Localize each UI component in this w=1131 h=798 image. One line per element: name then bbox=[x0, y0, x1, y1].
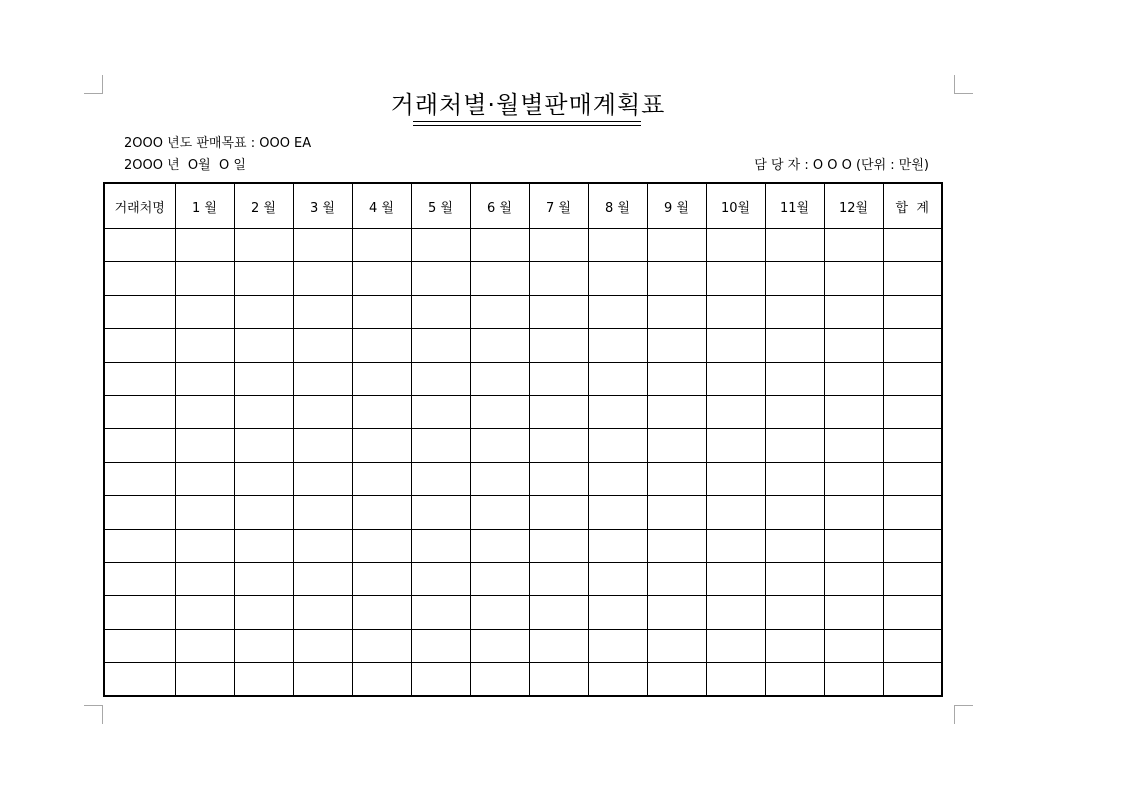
title-double-underline bbox=[413, 121, 641, 126]
month-value-cell[interactable] bbox=[352, 629, 411, 662]
month-value-cell[interactable] bbox=[706, 462, 765, 495]
month-value-cell[interactable] bbox=[588, 663, 647, 697]
month-value-cell[interactable] bbox=[234, 562, 293, 595]
month-value-cell[interactable] bbox=[588, 262, 647, 295]
month-value-cell[interactable] bbox=[411, 596, 470, 629]
table-row bbox=[104, 663, 942, 697]
month-value-cell[interactable] bbox=[647, 562, 706, 595]
month-value-cell[interactable] bbox=[234, 529, 293, 562]
month-value-cell[interactable] bbox=[765, 562, 824, 595]
month-value-cell[interactable] bbox=[411, 462, 470, 495]
month-value-cell[interactable] bbox=[588, 462, 647, 495]
month-value-cell[interactable] bbox=[411, 663, 470, 697]
header-month-1: 1 월 bbox=[175, 183, 234, 229]
table-row bbox=[104, 462, 942, 495]
total-cell[interactable] bbox=[883, 629, 942, 662]
header-month-4: 4 월 bbox=[352, 183, 411, 229]
month-value-cell[interactable] bbox=[765, 529, 824, 562]
month-value-cell[interactable] bbox=[411, 262, 470, 295]
month-value-cell[interactable] bbox=[647, 295, 706, 328]
client-name-cell[interactable] bbox=[104, 262, 175, 295]
month-value-cell[interactable] bbox=[706, 629, 765, 662]
month-value-cell[interactable] bbox=[529, 362, 588, 395]
month-value-cell[interactable] bbox=[293, 596, 352, 629]
header-client-name: 거래처명 bbox=[104, 183, 175, 229]
month-value-cell[interactable] bbox=[588, 562, 647, 595]
month-value-cell[interactable] bbox=[588, 429, 647, 462]
table-row bbox=[104, 429, 942, 462]
total-cell[interactable] bbox=[883, 262, 942, 295]
month-value-cell[interactable] bbox=[588, 529, 647, 562]
month-value-cell[interactable] bbox=[765, 395, 824, 428]
total-cell[interactable] bbox=[883, 362, 942, 395]
month-value-cell[interactable] bbox=[175, 429, 234, 462]
month-value-cell[interactable] bbox=[352, 262, 411, 295]
month-value-cell[interactable] bbox=[470, 362, 529, 395]
month-value-cell[interactable] bbox=[175, 262, 234, 295]
month-value-cell[interactable] bbox=[588, 629, 647, 662]
month-value-cell[interactable] bbox=[824, 496, 883, 529]
sales-goal-text: 2OOO 년도 판매목표 : OOO EA bbox=[124, 136, 312, 151]
month-value-cell[interactable] bbox=[706, 496, 765, 529]
month-value-cell[interactable] bbox=[470, 295, 529, 328]
month-value-cell[interactable] bbox=[765, 329, 824, 362]
client-name-cell[interactable] bbox=[104, 562, 175, 595]
month-value-cell[interactable] bbox=[293, 395, 352, 428]
total-cell[interactable] bbox=[883, 462, 942, 495]
month-value-cell[interactable] bbox=[765, 295, 824, 328]
month-value-cell[interactable] bbox=[824, 262, 883, 295]
client-name-cell[interactable] bbox=[104, 596, 175, 629]
month-value-cell[interactable] bbox=[765, 496, 824, 529]
month-value-cell[interactable] bbox=[470, 496, 529, 529]
header-total: 합 계 bbox=[883, 183, 942, 229]
header-month-7: 7 월 bbox=[529, 183, 588, 229]
month-value-cell[interactable] bbox=[175, 462, 234, 495]
month-value-cell[interactable] bbox=[293, 562, 352, 595]
month-value-cell[interactable] bbox=[352, 462, 411, 495]
month-value-cell[interactable] bbox=[234, 663, 293, 697]
month-value-cell[interactable] bbox=[352, 362, 411, 395]
table-row bbox=[104, 262, 942, 295]
month-value-cell[interactable] bbox=[588, 329, 647, 362]
month-value-cell[interactable] bbox=[293, 629, 352, 662]
month-value-cell[interactable] bbox=[588, 362, 647, 395]
month-value-cell[interactable] bbox=[529, 562, 588, 595]
month-value-cell[interactable] bbox=[588, 295, 647, 328]
month-value-cell[interactable] bbox=[529, 529, 588, 562]
total-cell[interactable] bbox=[883, 295, 942, 328]
header-month-8: 8 월 bbox=[588, 183, 647, 229]
month-value-cell[interactable] bbox=[824, 596, 883, 629]
month-value-cell[interactable] bbox=[765, 362, 824, 395]
total-cell[interactable] bbox=[883, 596, 942, 629]
month-value-cell[interactable] bbox=[470, 395, 529, 428]
month-value-cell[interactable] bbox=[470, 529, 529, 562]
page-corner-mark-top-left bbox=[84, 75, 103, 94]
month-value-cell[interactable] bbox=[647, 429, 706, 462]
month-value-cell[interactable] bbox=[234, 629, 293, 662]
month-value-cell[interactable] bbox=[234, 395, 293, 428]
client-name-cell[interactable] bbox=[104, 663, 175, 697]
month-value-cell[interactable] bbox=[706, 295, 765, 328]
month-value-cell[interactable] bbox=[529, 429, 588, 462]
table-row bbox=[104, 596, 942, 629]
header-month-12: 12월 bbox=[824, 183, 883, 229]
month-value-cell[interactable] bbox=[293, 295, 352, 328]
month-value-cell[interactable] bbox=[647, 395, 706, 428]
total-cell[interactable] bbox=[883, 663, 942, 697]
table-body bbox=[104, 229, 942, 697]
client-name-cell[interactable] bbox=[104, 295, 175, 328]
table-row bbox=[104, 362, 942, 395]
month-value-cell[interactable] bbox=[529, 395, 588, 428]
month-value-cell[interactable] bbox=[293, 663, 352, 697]
table-row bbox=[104, 329, 942, 362]
month-value-cell[interactable] bbox=[234, 462, 293, 495]
table-row bbox=[104, 395, 942, 428]
month-value-cell[interactable] bbox=[470, 262, 529, 295]
client-name-cell[interactable] bbox=[104, 329, 175, 362]
month-value-cell[interactable] bbox=[175, 529, 234, 562]
month-value-cell[interactable] bbox=[352, 596, 411, 629]
month-value-cell[interactable] bbox=[824, 329, 883, 362]
month-value-cell[interactable] bbox=[706, 562, 765, 595]
month-value-cell[interactable] bbox=[352, 562, 411, 595]
month-value-cell[interactable] bbox=[352, 395, 411, 428]
month-value-cell[interactable] bbox=[765, 663, 824, 697]
table-row bbox=[104, 229, 942, 262]
total-cell[interactable] bbox=[883, 329, 942, 362]
client-name-cell[interactable] bbox=[104, 229, 175, 262]
month-value-cell[interactable] bbox=[647, 596, 706, 629]
client-name-cell[interactable] bbox=[104, 395, 175, 428]
month-value-cell[interactable] bbox=[824, 429, 883, 462]
client-name-cell[interactable] bbox=[104, 429, 175, 462]
month-value-cell[interactable] bbox=[175, 229, 234, 262]
month-value-cell[interactable] bbox=[293, 362, 352, 395]
month-value-cell[interactable] bbox=[234, 496, 293, 529]
page-corner-mark-bottom-right bbox=[954, 705, 973, 724]
month-value-cell[interactable] bbox=[706, 529, 765, 562]
page-title: 거래처별·월별판매계획표 bbox=[390, 91, 666, 119]
date-text: 2OOO 년 O월 O 일 bbox=[124, 158, 246, 173]
month-value-cell[interactable] bbox=[529, 596, 588, 629]
month-value-cell[interactable] bbox=[529, 496, 588, 529]
month-value-cell[interactable] bbox=[293, 229, 352, 262]
month-value-cell[interactable] bbox=[647, 329, 706, 362]
month-value-cell[interactable] bbox=[765, 229, 824, 262]
month-value-cell[interactable] bbox=[234, 362, 293, 395]
header-month-11: 11월 bbox=[765, 183, 824, 229]
month-value-cell[interactable] bbox=[411, 329, 470, 362]
month-value-cell[interactable] bbox=[293, 529, 352, 562]
month-value-cell[interactable] bbox=[706, 229, 765, 262]
month-value-cell[interactable] bbox=[175, 395, 234, 428]
header-month-5: 5 월 bbox=[411, 183, 470, 229]
month-value-cell[interactable] bbox=[293, 429, 352, 462]
table-row bbox=[104, 496, 942, 529]
client-name-cell[interactable] bbox=[104, 629, 175, 662]
month-value-cell[interactable] bbox=[293, 329, 352, 362]
client-name-cell[interactable] bbox=[104, 362, 175, 395]
month-value-cell[interactable] bbox=[706, 362, 765, 395]
month-value-cell[interactable] bbox=[411, 429, 470, 462]
month-value-cell[interactable] bbox=[588, 596, 647, 629]
month-value-cell[interactable] bbox=[175, 663, 234, 697]
month-value-cell[interactable] bbox=[824, 362, 883, 395]
month-value-cell[interactable] bbox=[352, 529, 411, 562]
month-value-cell[interactable] bbox=[352, 329, 411, 362]
table-row bbox=[104, 629, 942, 662]
month-value-cell[interactable] bbox=[529, 262, 588, 295]
total-cell[interactable] bbox=[883, 229, 942, 262]
month-value-cell[interactable] bbox=[352, 429, 411, 462]
month-value-cell[interactable] bbox=[765, 596, 824, 629]
month-value-cell[interactable] bbox=[293, 462, 352, 495]
month-value-cell[interactable] bbox=[824, 629, 883, 662]
sales-plan-table bbox=[103, 182, 943, 697]
table-header-row bbox=[104, 183, 942, 229]
month-value-cell[interactable] bbox=[765, 629, 824, 662]
month-value-cell[interactable] bbox=[529, 663, 588, 697]
month-value-cell[interactable] bbox=[470, 596, 529, 629]
month-value-cell[interactable] bbox=[824, 663, 883, 697]
month-value-cell[interactable] bbox=[175, 329, 234, 362]
month-value-cell[interactable] bbox=[293, 262, 352, 295]
month-value-cell[interactable] bbox=[706, 663, 765, 697]
month-value-cell[interactable] bbox=[234, 429, 293, 462]
total-cell[interactable] bbox=[883, 429, 942, 462]
month-value-cell[interactable] bbox=[411, 362, 470, 395]
month-value-cell[interactable] bbox=[588, 496, 647, 529]
header-month-6: 6 월 bbox=[470, 183, 529, 229]
month-value-cell[interactable] bbox=[588, 395, 647, 428]
month-value-cell[interactable] bbox=[824, 229, 883, 262]
month-value-cell[interactable] bbox=[470, 629, 529, 662]
month-value-cell[interactable] bbox=[234, 329, 293, 362]
month-value-cell[interactable] bbox=[824, 295, 883, 328]
month-value-cell[interactable] bbox=[706, 329, 765, 362]
month-value-cell[interactable] bbox=[411, 295, 470, 328]
month-value-cell[interactable] bbox=[234, 295, 293, 328]
month-value-cell[interactable] bbox=[706, 429, 765, 462]
month-value-cell[interactable] bbox=[470, 229, 529, 262]
total-cell[interactable] bbox=[883, 395, 942, 428]
month-value-cell[interactable] bbox=[647, 262, 706, 295]
month-value-cell[interactable] bbox=[234, 596, 293, 629]
month-value-cell[interactable] bbox=[824, 462, 883, 495]
month-value-cell[interactable] bbox=[234, 229, 293, 262]
total-cell[interactable] bbox=[883, 562, 942, 595]
month-value-cell[interactable] bbox=[411, 229, 470, 262]
page-corner-mark-top-right bbox=[954, 75, 973, 94]
month-value-cell[interactable] bbox=[175, 496, 234, 529]
month-value-cell[interactable] bbox=[647, 629, 706, 662]
month-value-cell[interactable] bbox=[647, 229, 706, 262]
month-value-cell[interactable] bbox=[824, 562, 883, 595]
month-value-cell[interactable] bbox=[470, 462, 529, 495]
month-value-cell[interactable] bbox=[175, 562, 234, 595]
month-value-cell[interactable] bbox=[352, 663, 411, 697]
month-value-cell[interactable] bbox=[293, 496, 352, 529]
month-value-cell[interactable] bbox=[470, 429, 529, 462]
table-row bbox=[104, 562, 942, 595]
month-value-cell[interactable] bbox=[411, 629, 470, 662]
month-value-cell[interactable] bbox=[175, 629, 234, 662]
table-row bbox=[104, 529, 942, 562]
header-month-2: 2 월 bbox=[234, 183, 293, 229]
month-value-cell[interactable] bbox=[529, 462, 588, 495]
month-value-cell[interactable] bbox=[175, 295, 234, 328]
month-value-cell[interactable] bbox=[824, 529, 883, 562]
header-month-9: 9 월 bbox=[647, 183, 706, 229]
month-value-cell[interactable] bbox=[647, 663, 706, 697]
month-value-cell[interactable] bbox=[765, 429, 824, 462]
client-name-cell[interactable] bbox=[104, 529, 175, 562]
month-value-cell[interactable] bbox=[470, 663, 529, 697]
header-month-10: 10월 bbox=[706, 183, 765, 229]
month-value-cell[interactable] bbox=[706, 395, 765, 428]
table-row bbox=[104, 295, 942, 328]
month-value-cell[interactable] bbox=[647, 462, 706, 495]
month-value-cell[interactable] bbox=[588, 229, 647, 262]
header-month-3: 3 월 bbox=[293, 183, 352, 229]
month-value-cell[interactable] bbox=[706, 596, 765, 629]
client-name-cell[interactable] bbox=[104, 462, 175, 495]
month-value-cell[interactable] bbox=[352, 229, 411, 262]
month-value-cell[interactable] bbox=[529, 229, 588, 262]
month-value-cell[interactable] bbox=[175, 362, 234, 395]
month-value-cell[interactable] bbox=[470, 329, 529, 362]
total-cell[interactable] bbox=[883, 529, 942, 562]
month-value-cell[interactable] bbox=[765, 262, 824, 295]
client-name-cell[interactable] bbox=[104, 496, 175, 529]
month-value-cell[interactable] bbox=[706, 262, 765, 295]
month-value-cell[interactable] bbox=[529, 295, 588, 328]
month-value-cell[interactable] bbox=[234, 262, 293, 295]
total-cell[interactable] bbox=[883, 496, 942, 529]
month-value-cell[interactable] bbox=[824, 395, 883, 428]
manager-unit-text: 담 당 자 : O O O (단위 : 만원) bbox=[754, 158, 929, 173]
month-value-cell[interactable] bbox=[647, 496, 706, 529]
month-value-cell[interactable] bbox=[411, 529, 470, 562]
month-value-cell[interactable] bbox=[175, 596, 234, 629]
month-value-cell[interactable] bbox=[352, 295, 411, 328]
month-value-cell[interactable] bbox=[411, 395, 470, 428]
month-value-cell[interactable] bbox=[411, 562, 470, 595]
month-value-cell[interactable] bbox=[647, 529, 706, 562]
month-value-cell[interactable] bbox=[529, 629, 588, 662]
page-corner-mark-bottom-left bbox=[84, 705, 103, 724]
month-value-cell[interactable] bbox=[411, 496, 470, 529]
month-value-cell[interactable] bbox=[765, 462, 824, 495]
month-value-cell[interactable] bbox=[352, 496, 411, 529]
month-value-cell[interactable] bbox=[529, 329, 588, 362]
month-value-cell[interactable] bbox=[647, 362, 706, 395]
month-value-cell[interactable] bbox=[470, 562, 529, 595]
